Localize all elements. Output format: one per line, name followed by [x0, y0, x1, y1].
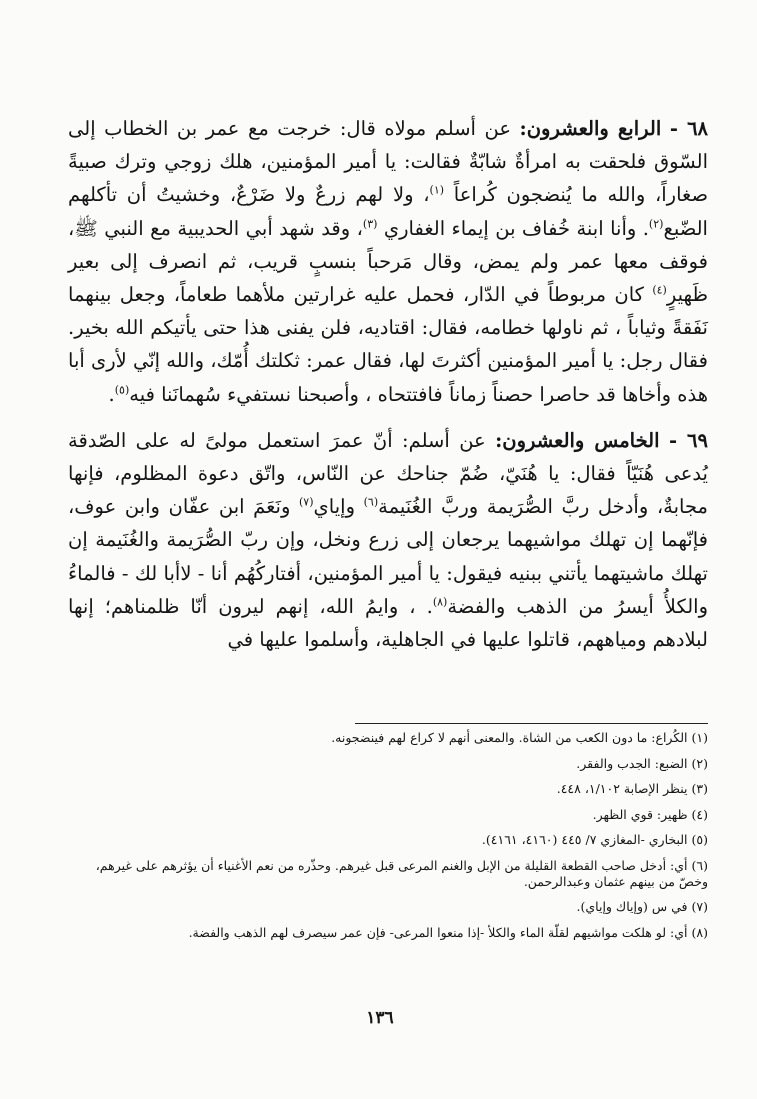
- footnote-text: أي: أدخل صاحب القطعة القليلة من الإبل والغنم المرعى قبل غيرهم. وحذّره من نعم الأغنياء أن يؤثرهم على غيرهم، وخصّ من بينهم عثمان وعبدالرحمن.: [95, 857, 708, 889]
- entry-number: ٦٨ -: [669, 117, 709, 140]
- footnote-marker: (٢): [648, 217, 664, 231]
- footnote-text: البخاري -المغازي ٧/ ٤٤٥ (٤١٦٠، ٤١٦١).: [481, 832, 688, 847]
- entry-heading: الرابع والعشرون:: [519, 117, 662, 140]
- footnotes: [68, 730, 708, 950]
- paragraph-69: [68, 424, 708, 656]
- text-run: .: [108, 382, 115, 406]
- footnote: [68, 730, 708, 746]
- footnote-marker: (٤): [652, 283, 667, 297]
- footnote-marker: (٧): [299, 495, 314, 509]
- footnote-text: ظهير: قوي الظهر.: [592, 806, 688, 822]
- text-run: ، وقد شهد أبي الحديبية مع النبي ﷺ، فوقف معها عمر ولم يمض، وقال مَرحباً بنسبٍ قريب، ثم انصرف إلى بعير ظَهيرٍ: [68, 216, 708, 307]
- footnote-mark: (٣): [691, 781, 708, 796]
- footnote-text: أي: لو هلكت مواشيهم لقلّة الماء والكلأ -إذا منعوا المرعى- فإن عمر سيصرف لهم الذهب والفضة.: [188, 924, 688, 940]
- footnote-text: ينظر الإصابة ١/١٠٢، ٤٤٨.: [556, 781, 688, 796]
- entry-heading: الخامس والعشرون:: [495, 428, 660, 452]
- footnote-text: في س (وإياك وإياي).: [576, 899, 688, 914]
- footnote-mark: (٤): [691, 806, 708, 822]
- footnote: [68, 858, 708, 890]
- footnote: [68, 756, 708, 772]
- footnote: [68, 899, 708, 915]
- text-run: عن أسلم مولاه قال: خرجت مع عمر بن الخطاب إلى السّوق فلحقت به امرأةٌ شابّةٌ فقالت: يا أمير المؤمنين، هلك زوجي وترك صبيةً صغاراً، والله ما يُنضجون كُراعاً: [68, 117, 709, 207]
- page-number: ١٣٦: [366, 1008, 394, 1028]
- footnote-marker: (١): [429, 183, 445, 197]
- footnote-marker: (٨): [432, 595, 448, 609]
- text-run: . ، وايمُ الله، إنهم ليرون أنّا ظلمناهم؛ إنها لبلادهم ومياههم، قاتلوا عليها في الجاهلية، وأسلموا عليها في: [68, 594, 708, 652]
- footnote: [68, 925, 708, 941]
- paragraph-68: [68, 112, 708, 411]
- entry-number: ٦٩ -: [668, 428, 708, 452]
- footnote-mark: (٢): [691, 755, 708, 771]
- footnote-mark: (٨): [691, 924, 708, 940]
- footnote-divider: [355, 723, 708, 724]
- footnote-mark: (٥): [691, 832, 708, 847]
- text-run: كان مربوطاً في الدّار، فحمل عليه غرارتين ملأهما طعاماً، وجعل بينهما نَفَقةً وثياباً ، ثم ناولها خطامه، فقال: اقتاديه، فلن يفنى هذا حتى يأتيكم الله بخير. فقال رجل: يا أمير المؤمنين أكثرتَ لها، فقال عمر: ثكلتك أُمّك، والله إنّي لأرى أبا هذه وأخاها قد حاصرا حصناً زماناً فافتتحاه ، وأصبحنا نستفيء سُهمانَنا فيه: [68, 283, 708, 406]
- entry-body: [68, 117, 708, 406]
- footnote-text: الكُراع: ما دون الكعب من الشاة. والمعنى أنهم لا كراع لهم فينضجونه.: [331, 730, 688, 745]
- footnote: [68, 781, 708, 797]
- footnote-mark: (٦): [691, 857, 708, 873]
- footnote-mark: (٧): [691, 899, 708, 914]
- main-text: [68, 112, 708, 656]
- text-run: ، ولا لهم زرعٌ ولا ضَرْعٌ، وخشيتُ أن تأكلهم الضّبع: [68, 183, 708, 240]
- footnote-marker: (٣): [362, 217, 378, 231]
- footnote-text: الضبع: الجدب والفقر.: [576, 755, 688, 771]
- footnote-marker: (٥): [114, 383, 130, 397]
- footnote-mark: (١): [691, 730, 708, 745]
- text-run: . وأنا ابنة خُفاف بن إيماء الغفاري: [377, 216, 649, 240]
- footnote: [68, 807, 708, 823]
- text-run: عن أسلم: أنّ عمرَ استعمل مولىً له على الصّدقة يُدعى هُنَيّاً فقال: يا هُنَيّ، ضُمّ جناحك عن النّاس، واتّق دعوة المظلوم، فإنها مجابةٌ، وأدخل ربَّ الصُّرَيمة وربَّ الغُنَيمة: [68, 428, 708, 519]
- footnote: [68, 832, 708, 848]
- text-run: وإياي: [313, 495, 364, 519]
- footnote-marker: (٦): [363, 495, 379, 509]
- text-run: ونَعَمَ ابن عفّان وابن عوف، فإنّهما إن تهلك مواشيهما يرجعان إلى زرع ونخل، وإن ربّ الصُّرَيمة والغُنَيمة إن تهلك ماشيتهما يأتني ببنيه فيقول: يا أمير المؤمنين، أفتاركُهُم أنا - لاأبا لك - فالماءُ والكلأُ أيسرُ من الذهب والفضة: [68, 495, 708, 618]
- entry-body: [68, 429, 708, 651]
